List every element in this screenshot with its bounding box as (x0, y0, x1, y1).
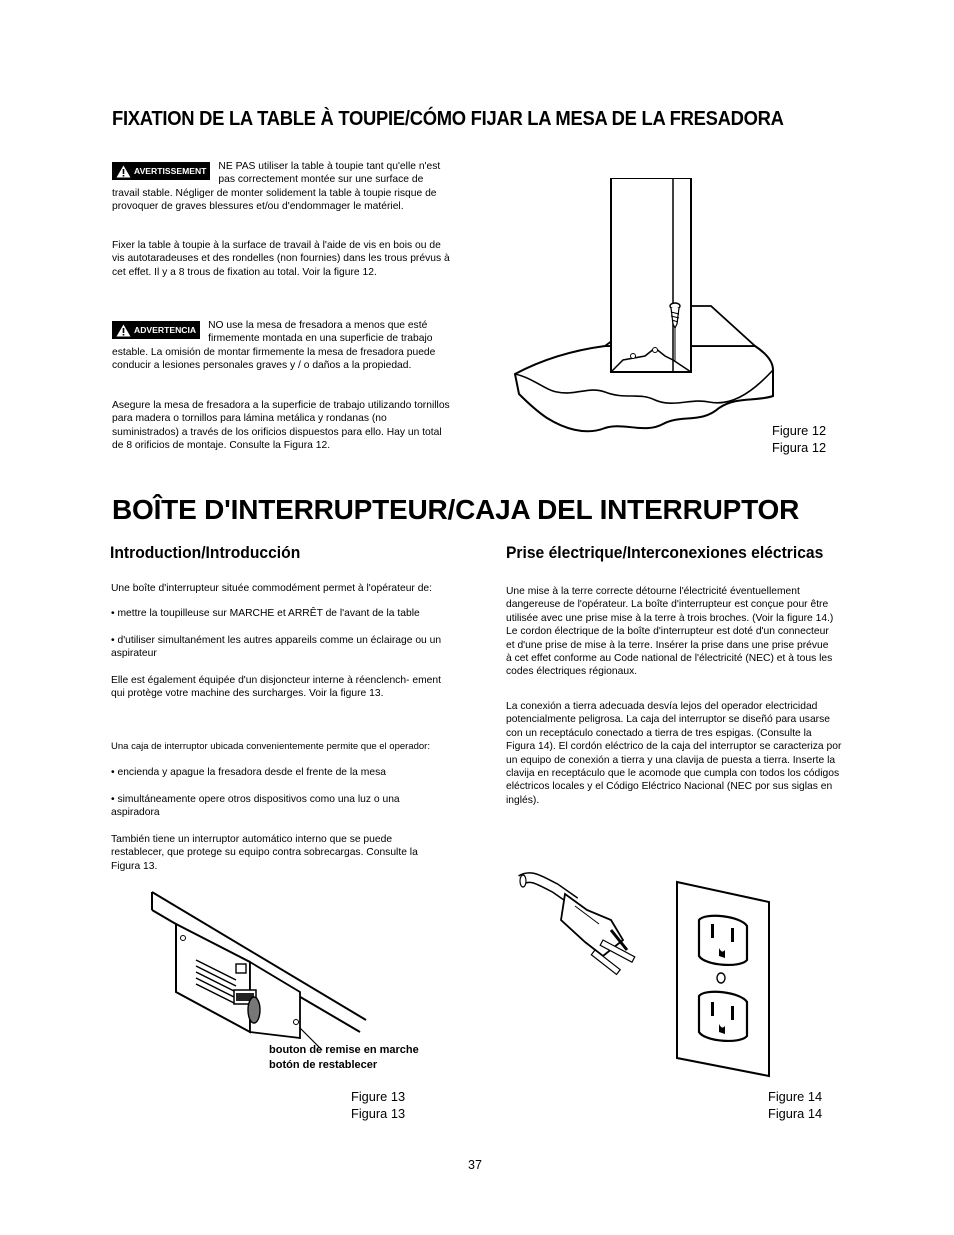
figure-13-label-es: Figura 13 (351, 1106, 406, 1121)
intro-fr-bullet-1: • mettre la toupilleuse sur MARCHE et ARRÊT de l'avant de la table (111, 608, 420, 619)
figure-13-illustration (150, 880, 375, 1055)
figure-14-illustration (515, 868, 775, 1078)
page-number: 37 (468, 1158, 482, 1172)
intro-es-bullet-1: • encienda y apague la fresadora desde el frente de la mesa (111, 767, 386, 778)
intro-es-bullet-2: • simultáneamente opere otros dispositivos como una luz o una aspiradora (111, 794, 400, 819)
intro-fr-bullet-2: • d'utiliser simultanément les autres appareils comme un éclairage ou un aspirateur (111, 635, 442, 660)
warning-triangle-icon (116, 324, 131, 337)
callout-reset-es: botón de restablecer (269, 1059, 378, 1071)
callout-reset-button (269, 1043, 419, 1073)
warning-badge-es (112, 321, 200, 339)
figure-13-caption (351, 1088, 405, 1122)
warning-badge-fr (112, 162, 210, 180)
figure-14-caption (768, 1088, 822, 1122)
warning-text-es: NO use la mesa de fresadora a menos que esté firmemente montada en una superficie de trabajo estable. La omisión de montar firmemente la mesa de fresadora puede conducir a lesiones personales graves y / o daños a la propiedad. (112, 320, 436, 372)
figure-13-label-fr: Figure 13 (351, 1089, 406, 1104)
figure-12-caption (772, 422, 826, 456)
section-title-switch-box: BOÎTE D'INTERRUPTEUR/CAJA DEL INTERRUPTOR (112, 494, 800, 525)
callout-reset-fr: bouton de remise en marche (269, 1044, 419, 1056)
intro-es-lead: Una caja de interruptor ubicada convenientemente permite que el operador: (111, 741, 430, 752)
figure-12-label-es: Figura 12 (772, 440, 827, 455)
warning-triangle-icon (116, 165, 131, 178)
intro-fr-lead: Une boîte d'interrupteur située commodément permet à l'opérateur de: (111, 583, 433, 594)
warning-block-fr (112, 160, 450, 214)
warning-text-fr: NE PAS utiliser la table à toupie tant qu'elle n'est pas correctement montée sur une surface de travail stable. Négliger de monter solidement la table à toupie risque de provoquer de graves blessures et/ou d'endommager le matériel. (112, 161, 441, 213)
heading-introduction: Introduction/Introducción (110, 543, 301, 562)
paragraph-fixation-fr: Fixer la table à toupie à la surface de travail à l'aide de vis en bois ou de vis autotaradeuses et des rondelles (non fournies) dans les trous prévus à cet effet. Il y a 8 trous de fixation au total. Voir la figure 12. (112, 240, 450, 278)
paragraph-fixation-es: Asegure la mesa de fresadora a la superficie de trabajo utilizando tornillos para madera o tornillos para lámina metálica y rondanas (no suministrados) a través de los orificios dispuestos para ello. Hay un total de 8 orificios de montaje. Consulte la Figura 12. (112, 400, 450, 452)
figure-14-label-fr: Figure 14 (768, 1089, 823, 1104)
warning-badge-label-es: ADVERTENCIA (134, 325, 197, 335)
electrical-fr: Une mise à la terre correcte détourne l'électricité éventuellement dangereuse de l'opérateur. La boîte d'interrupteur est conçue pour être utilisée avec une prise mise à la terre à trois broches. (Voir la figure 14.) Le cordon électrique de la boîte d'interrupteur est doté d'un connecteur et d'une prise de mise à la terre. Insérer la prise dans une prise prévue à cet effet conforme au Code national de l'électricité (NEC) et à tous les codes électriques régionaux. (506, 586, 834, 678)
intro-es-tail: También tiene un interruptor automático interno que se puede restablecer, que protege su equipo contra sobrecargas. Consulte la Figura 13. (111, 834, 418, 872)
section-title-fixation: FIXATION DE LA TABLE À TOUPIE/CÓMO FIJAR LA MESA DE LA FRESADORA (112, 108, 784, 130)
heading-electrical: Prise électrique/Interconexiones eléctricas (506, 543, 824, 562)
figure-12-label-fr: Figure 12 (772, 423, 827, 438)
figure-14-label-es: Figura 14 (768, 1106, 823, 1121)
warning-block-es (112, 319, 452, 373)
electrical-es: La conexión a tierra adecuada desvía lejos del operador electricidad potencialmente peligrosa. La caja del interruptor se diseñó para usarse con un receptáculo conectado a tierra de tres espigas. (Consulte la Figura 14). El cordón eléctrico de la caja del interruptor se caracteriza por un equipo de conexión a tierra y una clavija de puesta a tierra. Inserte la clavija en receptáculo que le acomode que cumpla con todos los códigos eléctricos locales y el Código Eléctrico Nacional (NEC por sus siglas en inglés). (506, 701, 842, 806)
intro-fr-tail: Elle est également équipée d'un disjoncteur interne à réenclench- ement qui protège votre machine des surcharges. Voir la figure 13. (111, 675, 441, 700)
figure-12-illustration (505, 178, 785, 440)
warning-badge-label-fr: AVERTISSEMENT (134, 166, 207, 176)
